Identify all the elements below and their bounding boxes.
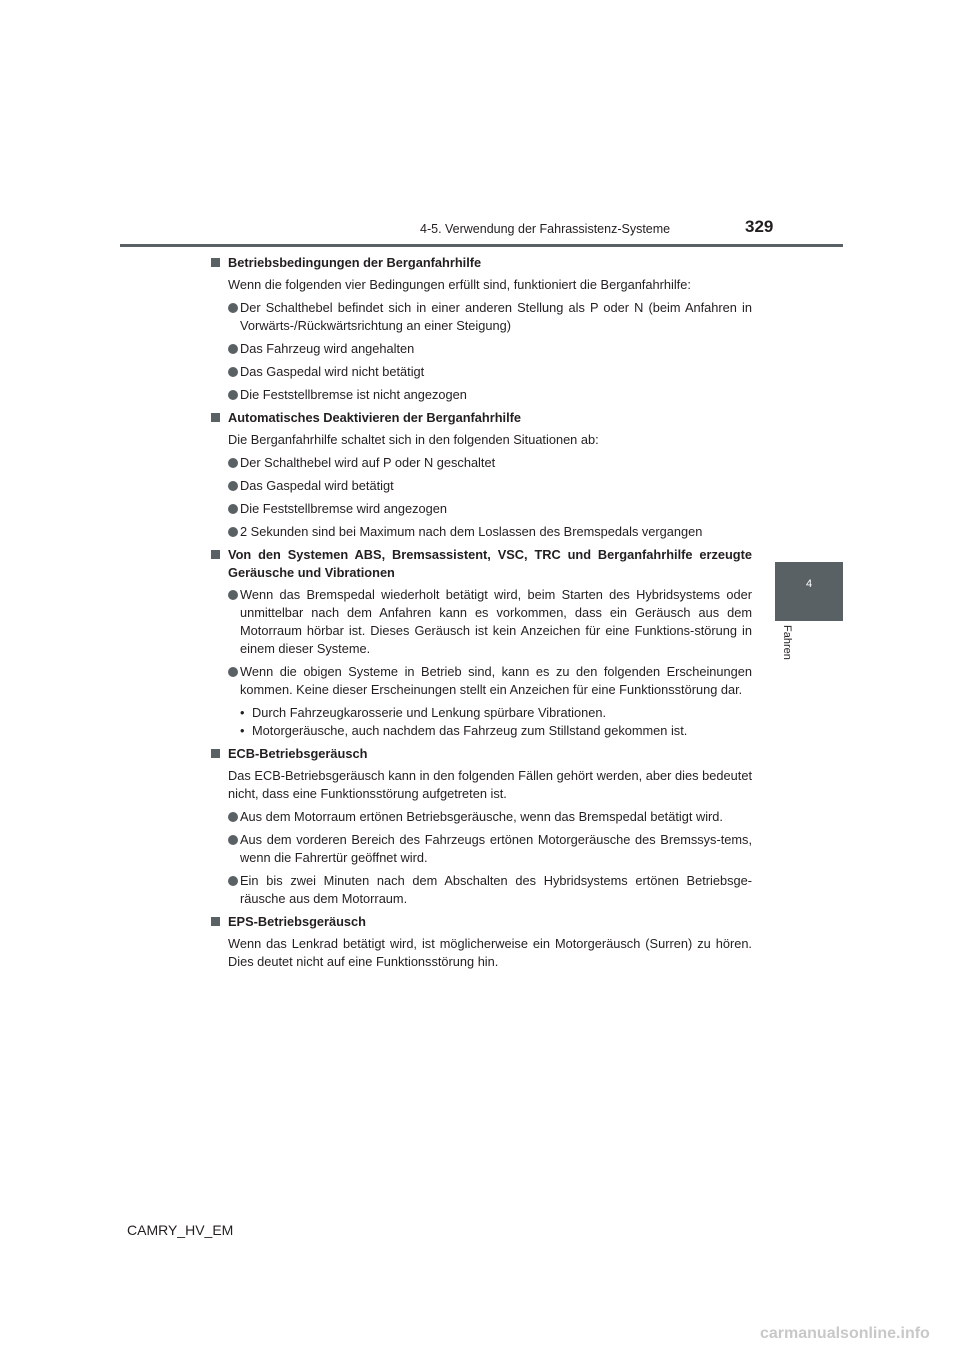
sub-list-item: • Durch Fahrzeugkarosserie und Lenkung spürbare Vibrationen. — [240, 705, 607, 720]
circle-bullet-icon — [228, 344, 238, 354]
bullet-item: Ein bis zwei Minuten nach dem Abschalten des Hybridsystems ertönen Betriebsge-räusche aus dem Motorraum. — [210, 872, 752, 908]
square-bullet-icon — [211, 413, 220, 422]
section-heading-ecb-noise: ECB-Betriebsgeräusch — [210, 745, 752, 763]
page-number: 329 — [745, 217, 774, 236]
bullet-item: Das Gaspedal wird nicht betätigt — [210, 363, 752, 381]
bullet-item: Der Schalthebel wird auf P oder N geschaltet — [210, 454, 752, 472]
paragraph: Wenn das Lenkrad betätigt wird, ist möglicherweise ein Motorgeräusch (Surren) zu hören. Dies deutet nicht auf eine Funktionsstörung hin. — [228, 936, 752, 969]
circle-bullet-icon — [228, 876, 238, 886]
bullet-item: Das Fahrzeug wird angehalten — [210, 340, 752, 358]
page-body — [210, 254, 752, 976]
chapter-number: 4 — [805, 578, 813, 590]
sub-list-item: • Motorgeräusche, auch nachdem das Fahrzeug zum Stillstand gekommen ist. — [240, 723, 688, 738]
dot-marker: • — [240, 723, 245, 738]
circle-bullet-icon — [228, 835, 238, 845]
square-bullet-icon — [211, 917, 220, 926]
sub-list — [210, 704, 752, 740]
chapter-name: Fahren — [781, 625, 793, 660]
document-code: CAMRY_HV_EM — [127, 1222, 234, 1238]
paragraph: Das ECB-Betriebsgeräusch kann in den folgenden Fällen gehört werden, aber dies bedeutet nicht, dass eine Funktionsstörung aufgetreten ist. — [228, 768, 752, 801]
header-section-title: 4-5. Verwendung der Fahrassistenz-Systeme — [420, 222, 671, 236]
circle-bullet-icon — [228, 527, 238, 537]
section-heading-eps-noise: EPS-Betriebsgeräusch — [210, 913, 752, 931]
square-bullet-icon — [211, 550, 220, 559]
circle-bullet-icon — [228, 303, 238, 313]
bullet-item: Das Gaspedal wird betätigt — [210, 477, 752, 495]
circle-bullet-icon — [228, 481, 238, 491]
circle-bullet-icon — [228, 390, 238, 400]
circle-bullet-icon — [228, 590, 238, 600]
bullet-item: Aus dem vorderen Bereich des Fahrzeugs ertönen Motorgeräusche des Bremssys-tems, wenn die Fahrertür geöffnet wird. — [210, 831, 752, 867]
dot-marker: • — [240, 705, 245, 720]
watermark: carmanualsonline.info — [760, 1325, 930, 1342]
section-heading-hill-start-conditions: Betriebsbedingungen der Berganfahrhilfe — [210, 254, 752, 272]
circle-bullet-icon — [228, 367, 238, 377]
paragraph: Die Berganfahrhilfe schaltet sich in den folgenden Situationen ab: — [228, 432, 599, 447]
bullet-item: 2 Sekunden sind bei Maximum nach dem Loslassen des Bremspedals vergangen — [210, 523, 752, 541]
paragraph: Wenn die folgenden vier Bedingungen erfüllt sind, funktioniert die Berganfahrhilfe: — [228, 277, 691, 292]
square-bullet-icon — [211, 258, 220, 267]
chapter-tab — [775, 562, 843, 621]
bullet-item: Wenn die obigen Systeme in Betrieb sind, kann es zu den folgenden Erscheinungen kommen. Keine dieser Erscheinungen stellt ein Anzeichen für eine Funktionsstörung dar. — [210, 663, 752, 699]
header-divider — [120, 244, 843, 247]
bullet-item: Wenn das Bremspedal wiederholt betätigt wird, beim Starten des Hybridsystems oder unmittelbar nach dem Anfahren kann es vorkommen, dass ein Geräusch aus dem Motorraum hörbar ist. Dieses Geräusch ist kein Anzeichen für eine Funktions-störung in einem dieser Systeme. — [210, 586, 752, 658]
circle-bullet-icon — [228, 504, 238, 514]
circle-bullet-icon — [228, 667, 238, 677]
bullet-item: Die Feststellbremse ist nicht angezogen — [210, 386, 752, 404]
circle-bullet-icon — [228, 458, 238, 468]
section-heading-auto-deactivation: Automatisches Deaktivieren der Berganfahrhilfe — [210, 409, 752, 427]
bullet-item: Die Feststellbremse wird angezogen — [210, 500, 752, 518]
section-heading-system-noises: Von den Systemen ABS, Bremsassistent, VSC, TRC und Berganfahrhilfe erzeugte Geräusche und Vibrationen — [210, 546, 752, 582]
bullet-item: Aus dem Motorraum ertönen Betriebsgeräusche, wenn das Bremspedal betätigt wird. — [210, 808, 752, 826]
bullet-item: Der Schalthebel befindet sich in einer anderen Stellung als P oder N (beim Anfahren in Vorwärts-/Rückwärtsrichtung an einer Steigung) — [210, 299, 752, 335]
square-bullet-icon — [211, 749, 220, 758]
circle-bullet-icon — [228, 812, 238, 822]
